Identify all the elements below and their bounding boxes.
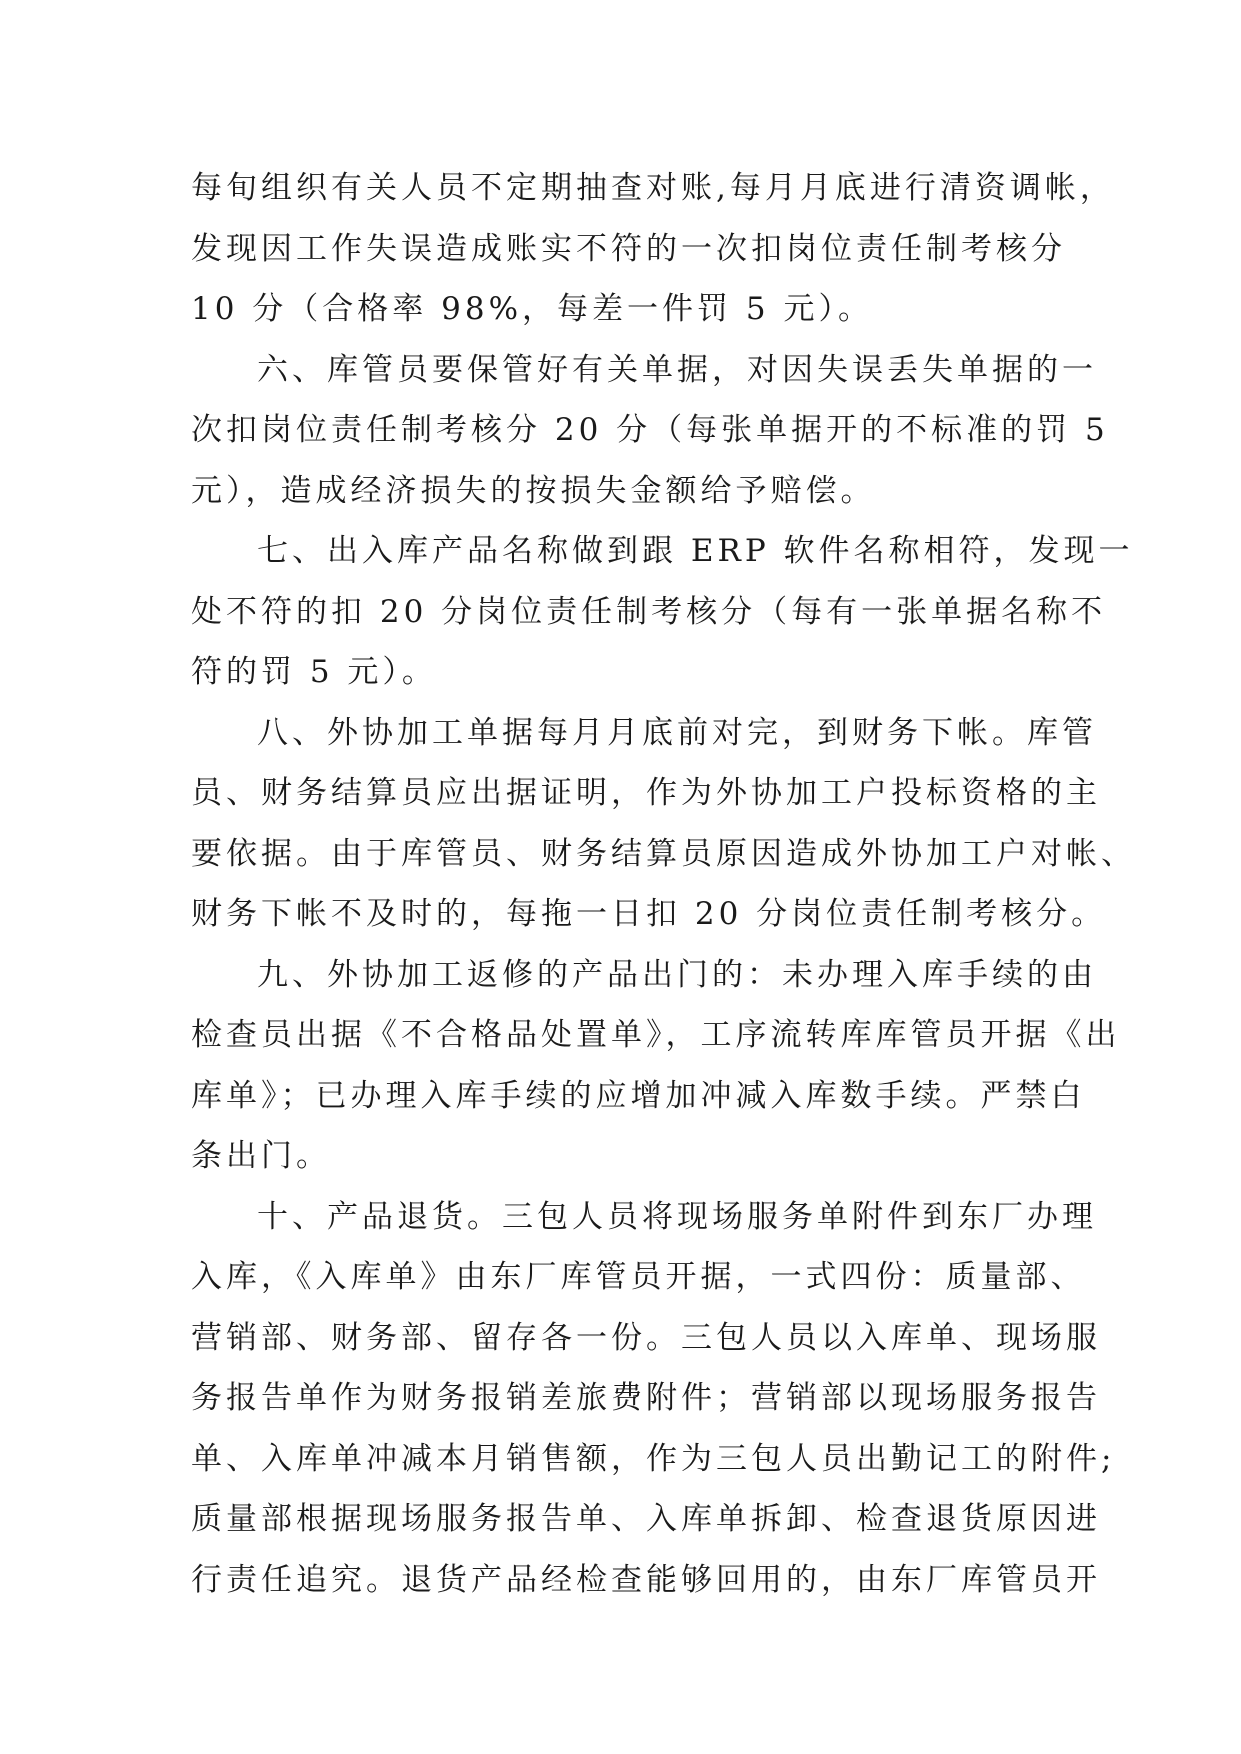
text-line: 六、库管员要保管好有关单据，对因失误丢失单据的一 (257, 351, 1097, 388)
text-line: 八、外协加工单据每月月底前对完，到财务下帐。库管 (257, 714, 1097, 751)
text-line: 财务下帐不及时的，每拖一日扣 20 分岗位责任制考核分。 (191, 896, 1107, 932)
text-line: 质量部根据现场服务报告单、入库单拆卸、检查退货原因进 (191, 1501, 1101, 1537)
text-line: 处不符的扣 20 分岗位责任制考核分（每有一张单据名称不 (191, 593, 1107, 630)
text-line: 要依据。由于库管员、财务结算员原因造成外协加工户对帐、 (191, 835, 1136, 872)
text-line: 10 分（合格率 98%，每差一件罚 5 元）。 (191, 291, 873, 327)
text-line: 符的罚 5 元）。 (191, 654, 437, 690)
text-line: 员、财务结算员应出据证明，作为外协加工户投标资格的主 (191, 775, 1101, 811)
text-line: 每旬组织有关人员不定期抽查对账,每月月底进行清资调帐， (191, 170, 1115, 206)
text-line: 入库，《入库单》由东厂库管员开据，一式四份：质量部、 (191, 1259, 1086, 1295)
text-line: 元），造成经济损失的按损失金额给予赔偿。 (191, 472, 876, 509)
text-line: 检查员出据《不合格品处置单》，工序流转库库管员开据《出 (191, 1017, 1121, 1053)
text-line: 九、外协加工返修的产品出门的：未办理入库手续的由 (257, 956, 1097, 993)
text-line: 十、产品退货。三包人员将现场服务单附件到东厂办理 (257, 1198, 1097, 1235)
text-line: 七、出入库产品名称做到跟 ERP 软件名称相符，发现一 (257, 533, 1134, 569)
text-line: 营销部、财务部、留存各一份。三包人员以入库单、现场服 (191, 1319, 1101, 1356)
text-line: 条出门。 (191, 1138, 331, 1174)
text-line: 行责任追究。退货产品经检查能够回用的，由东厂库管员开 (191, 1561, 1101, 1598)
text-line: 务报告单作为财务报销差旅费附件；营销部以现场服务报告 (191, 1380, 1101, 1416)
text-line: 库单》；已办理入库手续的应增加冲减入库数手续。严禁白 (191, 1077, 1086, 1114)
document-body (191, 158, 1136, 1610)
text-line: 次扣岗位责任制考核分 20 分（每张单据开的不标准的罚 5 (191, 412, 1109, 448)
text-line: 发现因工作失误造成账实不符的一次扣岗位责任制考核分 (191, 230, 1066, 267)
text-line: 单、入库单冲减本月销售额，作为三包人员出勤记工的附件; (191, 1440, 1116, 1477)
